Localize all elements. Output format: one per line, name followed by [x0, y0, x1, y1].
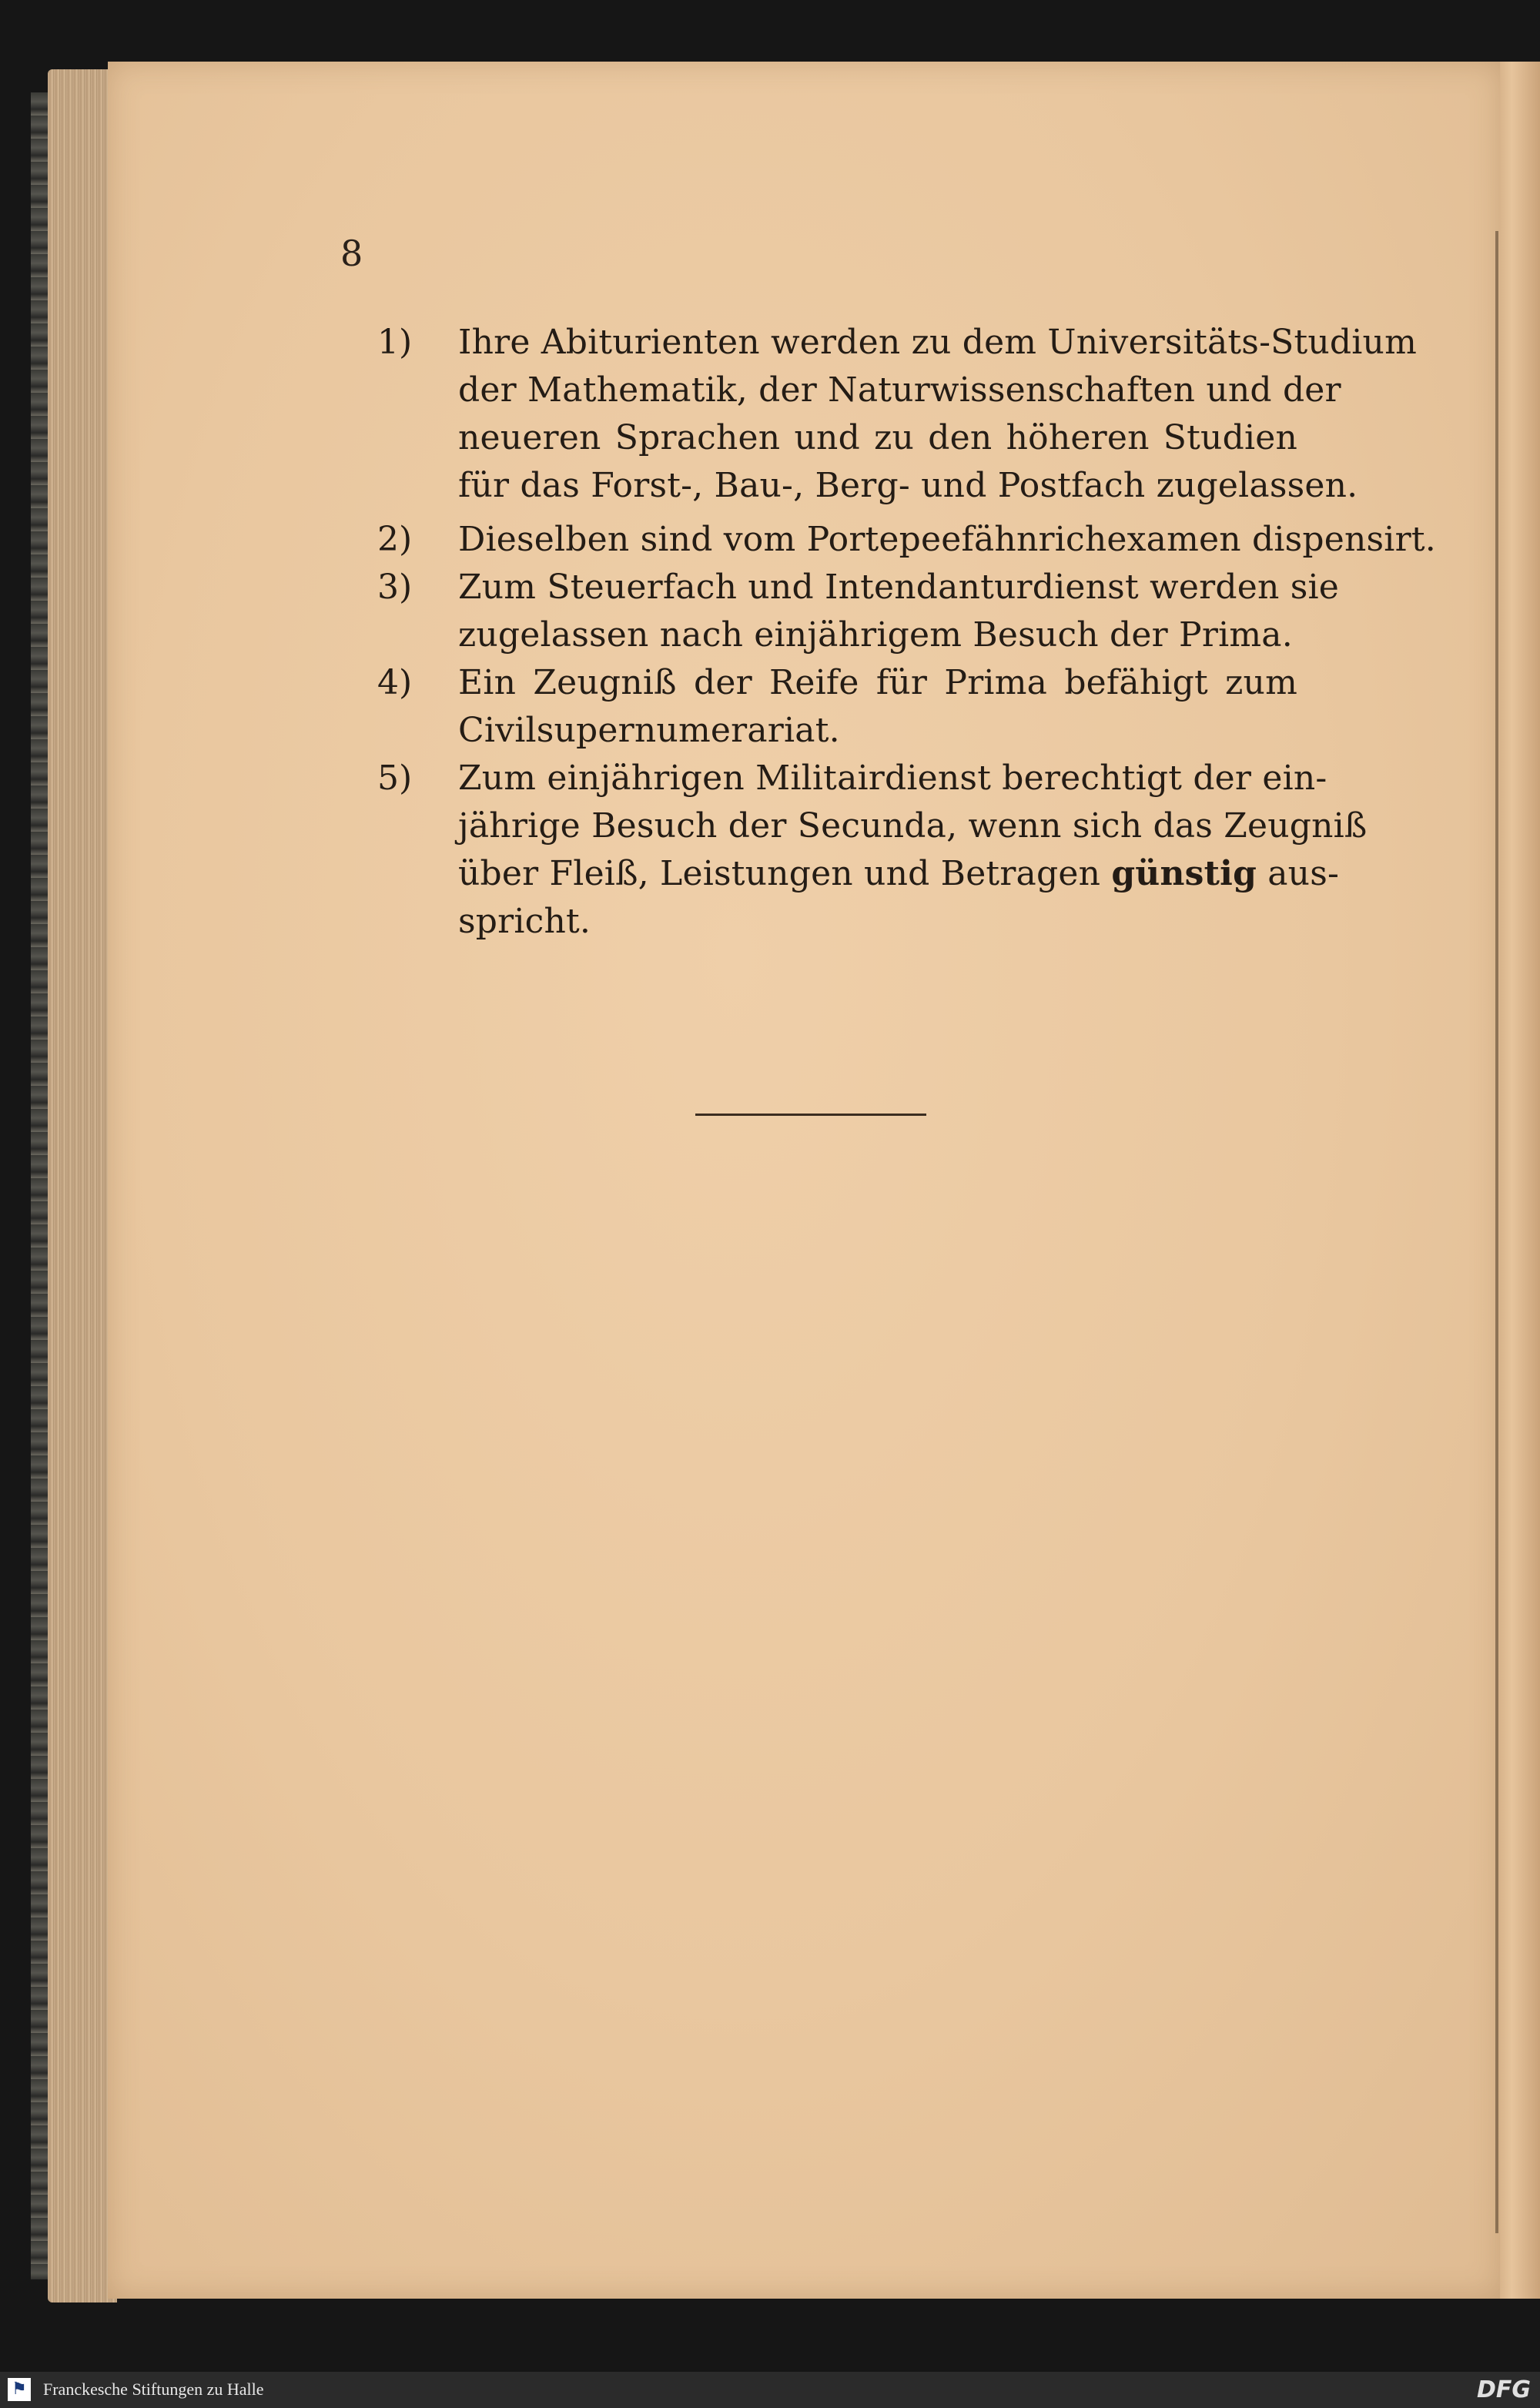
- dfg-logo: DFG: [1476, 2376, 1531, 2403]
- text-line: spricht.: [458, 902, 591, 941]
- text-line: Ein Zeugniß der Reife für Prima befähigt zum: [458, 663, 1297, 702]
- section-divider: [695, 1114, 926, 1116]
- text-line: Civilsupernumerariat.: [458, 711, 840, 750]
- text-line: Ihre Abiturienten werden zu dem Universitäts-Studium: [458, 323, 1417, 362]
- list-item-text: [458, 516, 1436, 564]
- text-line: neueren Sprachen und zu den höheren Studien: [458, 418, 1297, 457]
- text-line: der Mathematik, der Naturwissenschaften und der: [458, 370, 1341, 410]
- text-segment: über Fleiß, Leistungen und Betragen: [458, 854, 1112, 893]
- list-item-text: [458, 755, 1368, 946]
- list-item-text: [458, 564, 1339, 659]
- list-item-number: 1): [377, 323, 413, 362]
- text-line: zugelassen nach einjährigem Besuch der Prima.: [458, 615, 1293, 655]
- text-line: für das Forst-, Bau-, Berg- und Postfach zugelassen.: [458, 466, 1358, 505]
- text-segment: aus-: [1257, 854, 1340, 893]
- list-item-text: [458, 319, 1417, 510]
- list-item-number: 3): [377, 568, 413, 607]
- facing-page-edge: [1500, 62, 1540, 2299]
- text-line: jährige Besuch der Secunda, wenn sich das Zeugniß: [458, 806, 1368, 846]
- text-line-with-emphasis: [458, 850, 1340, 898]
- text-line: Zum einjährigen Militairdienst berechtigt der ein-: [458, 759, 1327, 798]
- text-line: Zum Steuerfach und Intendanturdienst werden sie: [458, 568, 1339, 607]
- text-line: Dieselben sind vom Portepeefähnrichexamen dispensirt.: [458, 520, 1436, 559]
- institution-name: Franckesche Stiftungen zu Halle: [43, 2380, 264, 2399]
- list-item-text: [458, 659, 1297, 755]
- viewer-footer: [0, 2372, 1540, 2408]
- page-number: 8: [340, 233, 363, 274]
- list-item-number: 4): [377, 663, 413, 702]
- list-item-number: 5): [377, 759, 413, 798]
- emphasized-word: günstig: [1111, 854, 1257, 893]
- list-item-number: 2): [377, 520, 413, 559]
- page-edges: [48, 69, 117, 2303]
- gutter-shadow: [1495, 231, 1498, 2233]
- institution-logo-icon: ⚑: [8, 2378, 31, 2401]
